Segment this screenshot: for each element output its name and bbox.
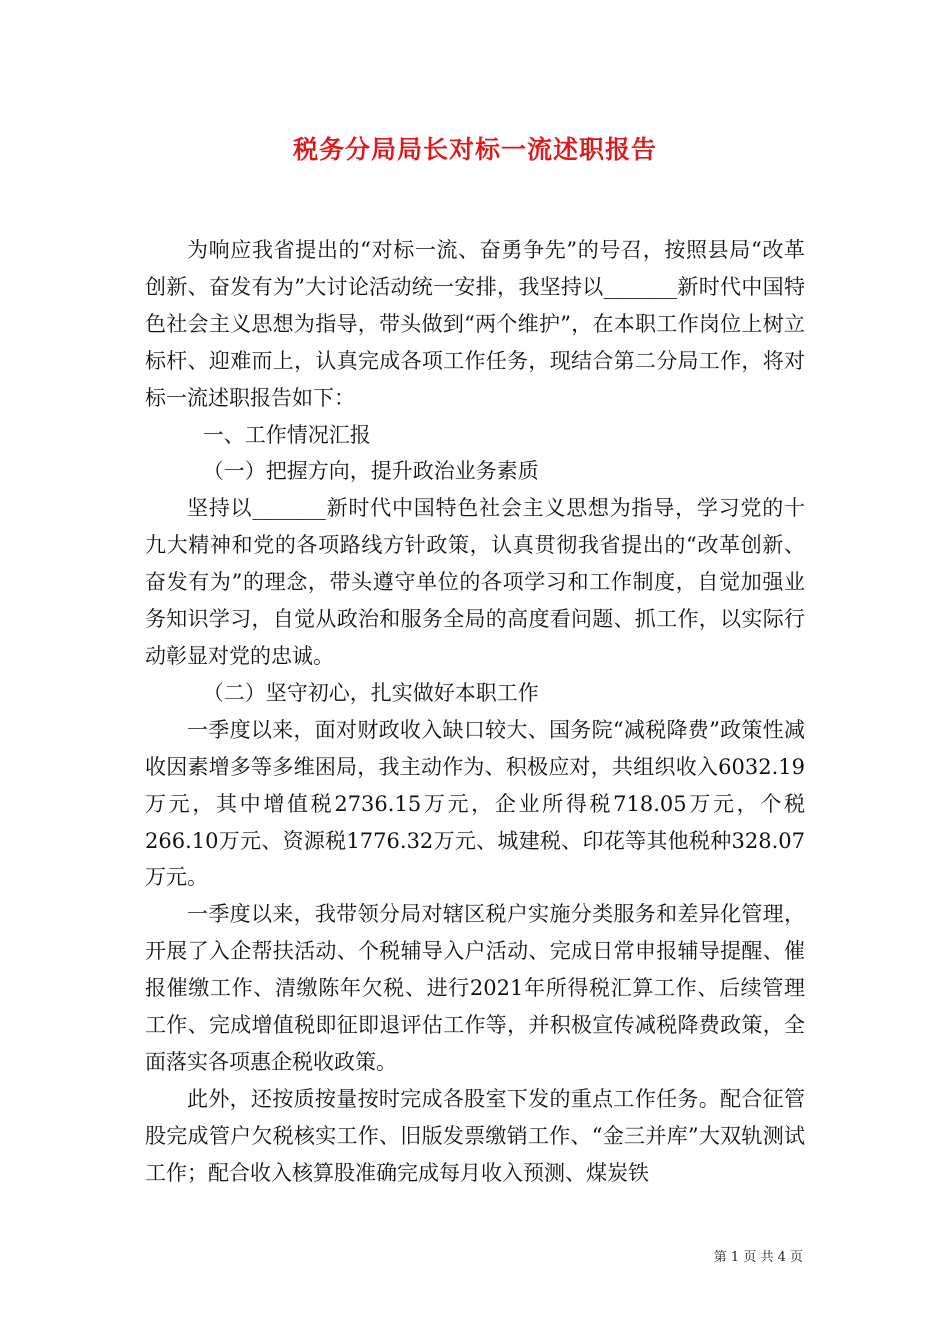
paragraph-political-study: 坚持以_______新时代中国特色社会主义思想为指导，学习党的十九大精神和党的各项路线方针政策，认真贯彻我省提出的“改革创新、奋发有为”的理念，带头遵守单位的各项学习和工作制度，自觉加强业务知识学习，自觉从政治和服务全局的高度看问题、抓工作，以实际行动彰显对党的忠诚。 (145, 496, 805, 668)
page-number: 第 1 页 共 4 页 (713, 1250, 803, 1265)
document-title: 税务分局局长对标一流述职报告 (292, 135, 657, 164)
paragraph-additional-tasks: 此外，还按质按量按时完成各股室下发的重点工作任务。配合征管股完成管户欠税核实工作、旧版发票缴销工作、“金三并库”大双轨测试工作；配合收入核算股准确完成每月收入预测、煤炭铁 (145, 1086, 805, 1185)
paragraph-taxpayer-service: 一季度以来，我带领分局对辖区税户实施分类服务和差异化管理，开展了入企帮扶活动、个税辅导入户活动、完成日常申报辅导提醒、催报催缴工作、清缴陈年欠税、进行2021年所得税汇算工作、后续管理工作、完成增值税即征即退评估工作等，并积极宣传减税降费政策，全面落实各项惠企税收政策。 (145, 902, 805, 1074)
section-heading-1: 一、工作情况汇报 (202, 422, 371, 447)
document-body (145, 232, 805, 1192)
paragraph-revenue: 一季度以来，面对财政收入缺口较大、国务院“减税降费”政策性减收因素增多等多维困局，我主动作为、积极应对，共组织收入6032.19万元，其中增值税2736.15万元，企业所得税718.05万元，个税266.10万元、资源税1776.32万元、城建税、印花等其他税种328.07万元。 (145, 717, 805, 890)
subsection-heading-1: （一）把握方向，提升政治业务素质 (202, 459, 539, 484)
intro-paragraph: 为响应我省提出的“对标一流、奋勇争先”的号召，按照县局“改革创新、奋发有为”大讨论活动统一安排，我坚持以_______新时代中国特色社会主义思想为指导，带头做到“两个维护”，在本职工作岗位上树立标杆、迎难而上，认真完成各项工作任务，现结合第二分局工作，将对标一流述职报告如下： (145, 238, 805, 410)
subsection-heading-2: （二）坚守初心，扎实做好本职工作 (202, 680, 539, 705)
